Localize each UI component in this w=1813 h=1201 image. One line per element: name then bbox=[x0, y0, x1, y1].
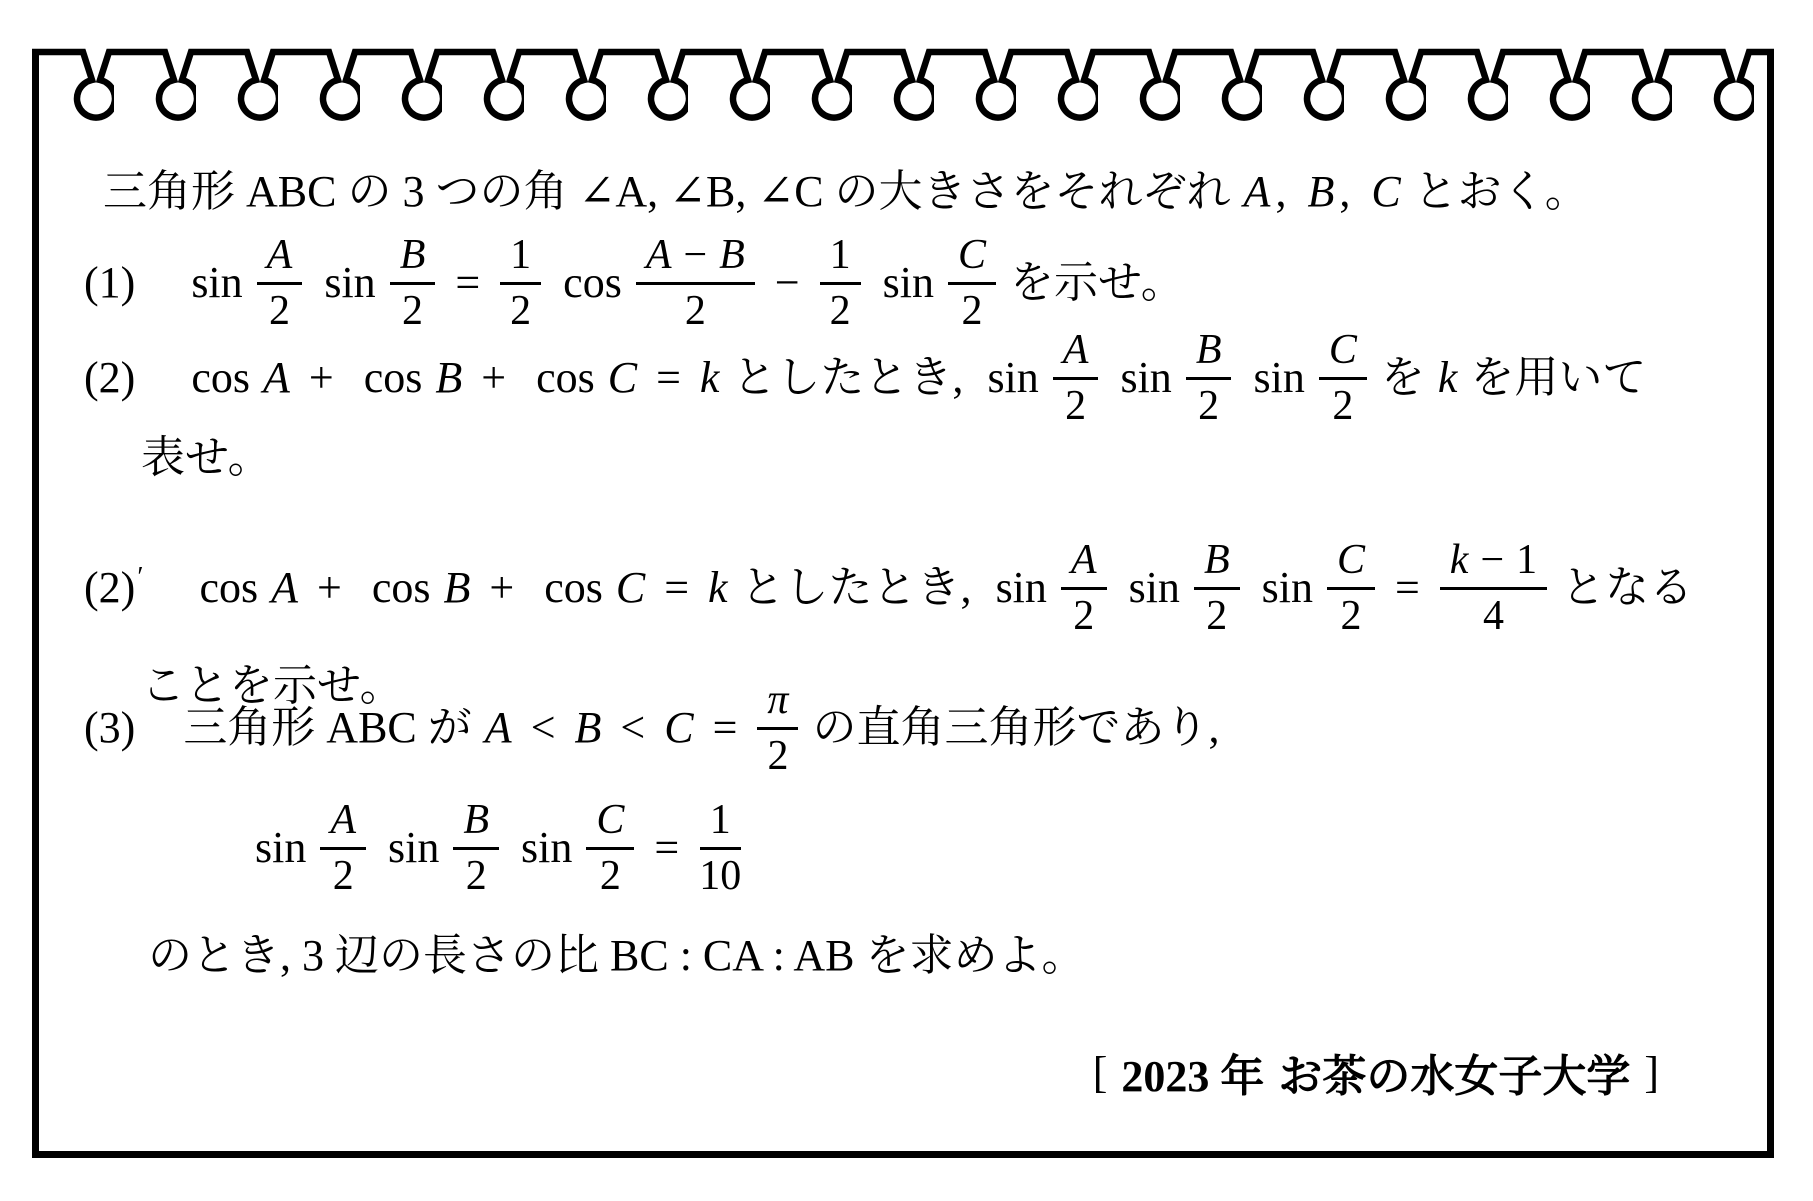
frame-border-right bbox=[1767, 49, 1774, 1158]
fraction-C-over-2 bbox=[1319, 327, 1367, 430]
problem-2-prime-text: としたとき, bbox=[740, 563, 972, 613]
fraction-A-over-2 bbox=[1053, 327, 1099, 430]
fraction-A-over-2 bbox=[257, 232, 303, 335]
problem-1-instruction: を示せ。 bbox=[1010, 258, 1185, 308]
fraction-denominator: 2 bbox=[332, 853, 354, 900]
fraction-denominator: 2 bbox=[465, 853, 487, 900]
fraction-1-over-2 bbox=[500, 232, 541, 335]
equals-sign: = bbox=[1394, 563, 1420, 613]
fraction-denominator: 2 bbox=[767, 733, 789, 780]
fraction-denominator: 2 bbox=[829, 288, 851, 335]
fraction-numerator: 1 bbox=[510, 232, 532, 278]
equals-sign: = bbox=[664, 563, 690, 613]
fraction-B-over-2 bbox=[1194, 537, 1240, 640]
fraction-numerator: 1 bbox=[709, 797, 731, 843]
cos-function: cos bbox=[191, 353, 250, 403]
cos-function: cos bbox=[544, 563, 603, 613]
fraction-numerator-B: B bbox=[719, 232, 745, 278]
equals-sign: = bbox=[455, 258, 481, 308]
problem-2-instruction: 表せ。 bbox=[141, 433, 272, 482]
fraction-k-minus-1-over-4 bbox=[1440, 537, 1547, 640]
fraction-denominator: 2 bbox=[961, 288, 983, 335]
fraction-numerator: B bbox=[399, 232, 426, 278]
equals-sign: = bbox=[656, 353, 681, 403]
fraction-numerator: A bbox=[1062, 327, 1089, 373]
math-var-A: A bbox=[484, 703, 512, 753]
problem-2-prime-line bbox=[84, 537, 1701, 640]
minus-sign: − bbox=[1480, 537, 1505, 583]
fraction-numerator: A bbox=[266, 232, 293, 278]
math-var-C: C bbox=[615, 563, 646, 613]
fraction-B-over-2 bbox=[390, 232, 436, 335]
sin-function: sin bbox=[191, 258, 243, 308]
cos-function: cos bbox=[536, 353, 595, 403]
minus-sign: − bbox=[683, 232, 708, 278]
math-var-B: B bbox=[443, 563, 471, 613]
source-attribution bbox=[1079, 1040, 1673, 1104]
plus-sign: + bbox=[316, 563, 342, 613]
sin-function: sin bbox=[388, 823, 440, 873]
minus-sign: − bbox=[774, 258, 800, 308]
close-bracket: ] bbox=[1644, 1047, 1659, 1097]
problem-3-text: 三角形 ABC が bbox=[183, 703, 472, 753]
fraction-numerator-A: A bbox=[645, 232, 672, 278]
math-var-k: k bbox=[708, 563, 728, 613]
sin-function: sin bbox=[987, 353, 1039, 403]
sin-function: sin bbox=[521, 823, 573, 873]
problem-2-continuation bbox=[133, 432, 280, 485]
fraction-numerator: C bbox=[958, 232, 987, 278]
math-var-A: A bbox=[271, 563, 298, 613]
fraction-denominator: 2 bbox=[1340, 593, 1362, 640]
math-var-B: B bbox=[574, 703, 602, 753]
fraction-A-over-2 bbox=[1061, 537, 1107, 640]
cos-function: cos bbox=[563, 258, 622, 308]
fraction-numerator: C bbox=[1336, 537, 1365, 583]
fraction-denominator: 2 bbox=[599, 853, 621, 900]
problem-2-line bbox=[84, 327, 1654, 430]
problem-2-text-end: を用いて bbox=[1470, 353, 1647, 403]
fraction-denominator: 2 bbox=[402, 288, 424, 335]
fraction-numerator: C bbox=[596, 797, 625, 843]
problem-1-label: (1) bbox=[84, 258, 136, 308]
intro-text-end: とおく。 bbox=[1413, 167, 1589, 216]
math-var-A: A bbox=[1243, 167, 1271, 216]
fraction-numerator: B bbox=[1195, 327, 1222, 373]
fraction-B-over-2 bbox=[1186, 327, 1232, 430]
fraction-B-over-2 bbox=[453, 797, 499, 900]
fraction-denominator: 2 bbox=[269, 288, 290, 335]
less-than-sign: < bbox=[530, 703, 556, 753]
comma: , bbox=[1275, 167, 1287, 216]
problem-2-prime-label bbox=[84, 562, 143, 615]
frame-border-bottom bbox=[32, 1151, 1774, 1158]
fraction-numerator: 1 bbox=[829, 232, 851, 278]
math-var-A: A bbox=[262, 353, 290, 403]
fraction-C-over-2 bbox=[948, 232, 996, 335]
fraction-1-over-10 bbox=[699, 797, 741, 900]
fraction-pi-over-2 bbox=[757, 677, 798, 780]
math-var-B: B bbox=[1307, 167, 1335, 216]
math-var-C: C bbox=[607, 353, 638, 403]
sin-function: sin bbox=[255, 823, 307, 873]
cos-function: cos bbox=[363, 353, 423, 403]
problem-3-question: のとき, 3 辺の長さの比 BC : CA : AB を求めよ。 bbox=[148, 931, 1086, 980]
math-var-C: C bbox=[1371, 167, 1401, 216]
problem-1-line bbox=[84, 232, 1193, 335]
fraction-numerator: B bbox=[463, 797, 490, 843]
equals-sign: = bbox=[654, 823, 680, 873]
sin-function: sin bbox=[1128, 563, 1180, 613]
problem-3-text-end: の直角三角形であり, bbox=[812, 703, 1220, 753]
sin-function: sin bbox=[1120, 353, 1172, 403]
sin-function: sin bbox=[995, 563, 1047, 613]
cos-function: cos bbox=[199, 563, 259, 613]
problem-2-label: (2) bbox=[84, 353, 136, 403]
math-var-k: k bbox=[1437, 353, 1458, 403]
math-var-k: k bbox=[699, 353, 720, 403]
fraction-numerator-k: k bbox=[1449, 537, 1469, 583]
fraction-denominator: 2 bbox=[1065, 383, 1087, 430]
cos-function: cos bbox=[371, 563, 431, 613]
problem-2-prime-text-end: となる bbox=[1561, 563, 1694, 613]
fraction-denominator: 10 bbox=[699, 853, 742, 900]
fraction-numerator: A bbox=[1070, 537, 1097, 583]
fraction-1-over-2 bbox=[820, 232, 861, 335]
sin-function: sin bbox=[1261, 563, 1313, 613]
fraction-C-over-2 bbox=[1327, 537, 1375, 640]
sin-function: sin bbox=[882, 258, 935, 308]
plus-sign: + bbox=[489, 563, 515, 613]
intro-text: 三角形 ABC の 3 つの角 ∠A, ∠B, ∠C の大きさをそれぞれ bbox=[103, 167, 1231, 216]
intro-line bbox=[95, 166, 1597, 219]
plus-sign: + bbox=[481, 353, 507, 403]
fraction-denominator: 2 bbox=[1198, 383, 1220, 430]
fraction-denominator: 2 bbox=[684, 288, 706, 335]
fraction-denominator: 4 bbox=[1482, 593, 1504, 640]
problem-3-line bbox=[84, 677, 1227, 780]
math-var-B: B bbox=[435, 353, 463, 403]
source-university: お茶の水女子大学 bbox=[1278, 1052, 1631, 1101]
fraction-C-over-2 bbox=[586, 797, 634, 900]
equals-sign: = bbox=[712, 703, 738, 753]
fraction-numerator: π bbox=[767, 677, 789, 723]
notebook-torn-edge bbox=[32, 47, 1774, 139]
sin-function: sin bbox=[1253, 353, 1305, 403]
fraction-denominator: 2 bbox=[1332, 383, 1354, 430]
source-year: 2023 年 bbox=[1121, 1052, 1265, 1101]
fraction-numerator-1: 1 bbox=[1516, 537, 1538, 583]
prime-mark: ′ bbox=[137, 562, 144, 594]
fraction-denominator: 2 bbox=[1206, 593, 1228, 640]
fraction-A-minus-B-over-2 bbox=[636, 232, 755, 335]
problem-2-prime-instruction: ことを示せ。 bbox=[141, 661, 404, 710]
sin-function: sin bbox=[324, 258, 376, 308]
label-text: (2) bbox=[84, 563, 136, 613]
frame-border-left bbox=[32, 49, 39, 1158]
fraction-denominator: 2 bbox=[1073, 593, 1095, 640]
open-bracket: [ bbox=[1092, 1047, 1108, 1097]
fraction-numerator: C bbox=[1328, 327, 1357, 373]
fraction-numerator: B bbox=[1203, 537, 1230, 583]
torn-edge-pattern bbox=[32, 47, 1774, 139]
fraction-denominator: 2 bbox=[510, 288, 532, 335]
problem-3-label: (3) bbox=[84, 703, 136, 753]
math-var-C: C bbox=[664, 703, 694, 753]
problem-2-particle: を bbox=[1380, 353, 1425, 403]
problem-2-text: としたとき, bbox=[732, 353, 964, 403]
comma: , bbox=[1339, 167, 1351, 216]
fraction-numerator: A bbox=[330, 797, 357, 843]
problem-3-closing bbox=[140, 930, 1094, 983]
plus-sign: + bbox=[308, 353, 334, 403]
fraction-A-over-2 bbox=[320, 797, 366, 900]
less-than-sign: < bbox=[620, 703, 646, 753]
display-equation bbox=[255, 797, 747, 900]
